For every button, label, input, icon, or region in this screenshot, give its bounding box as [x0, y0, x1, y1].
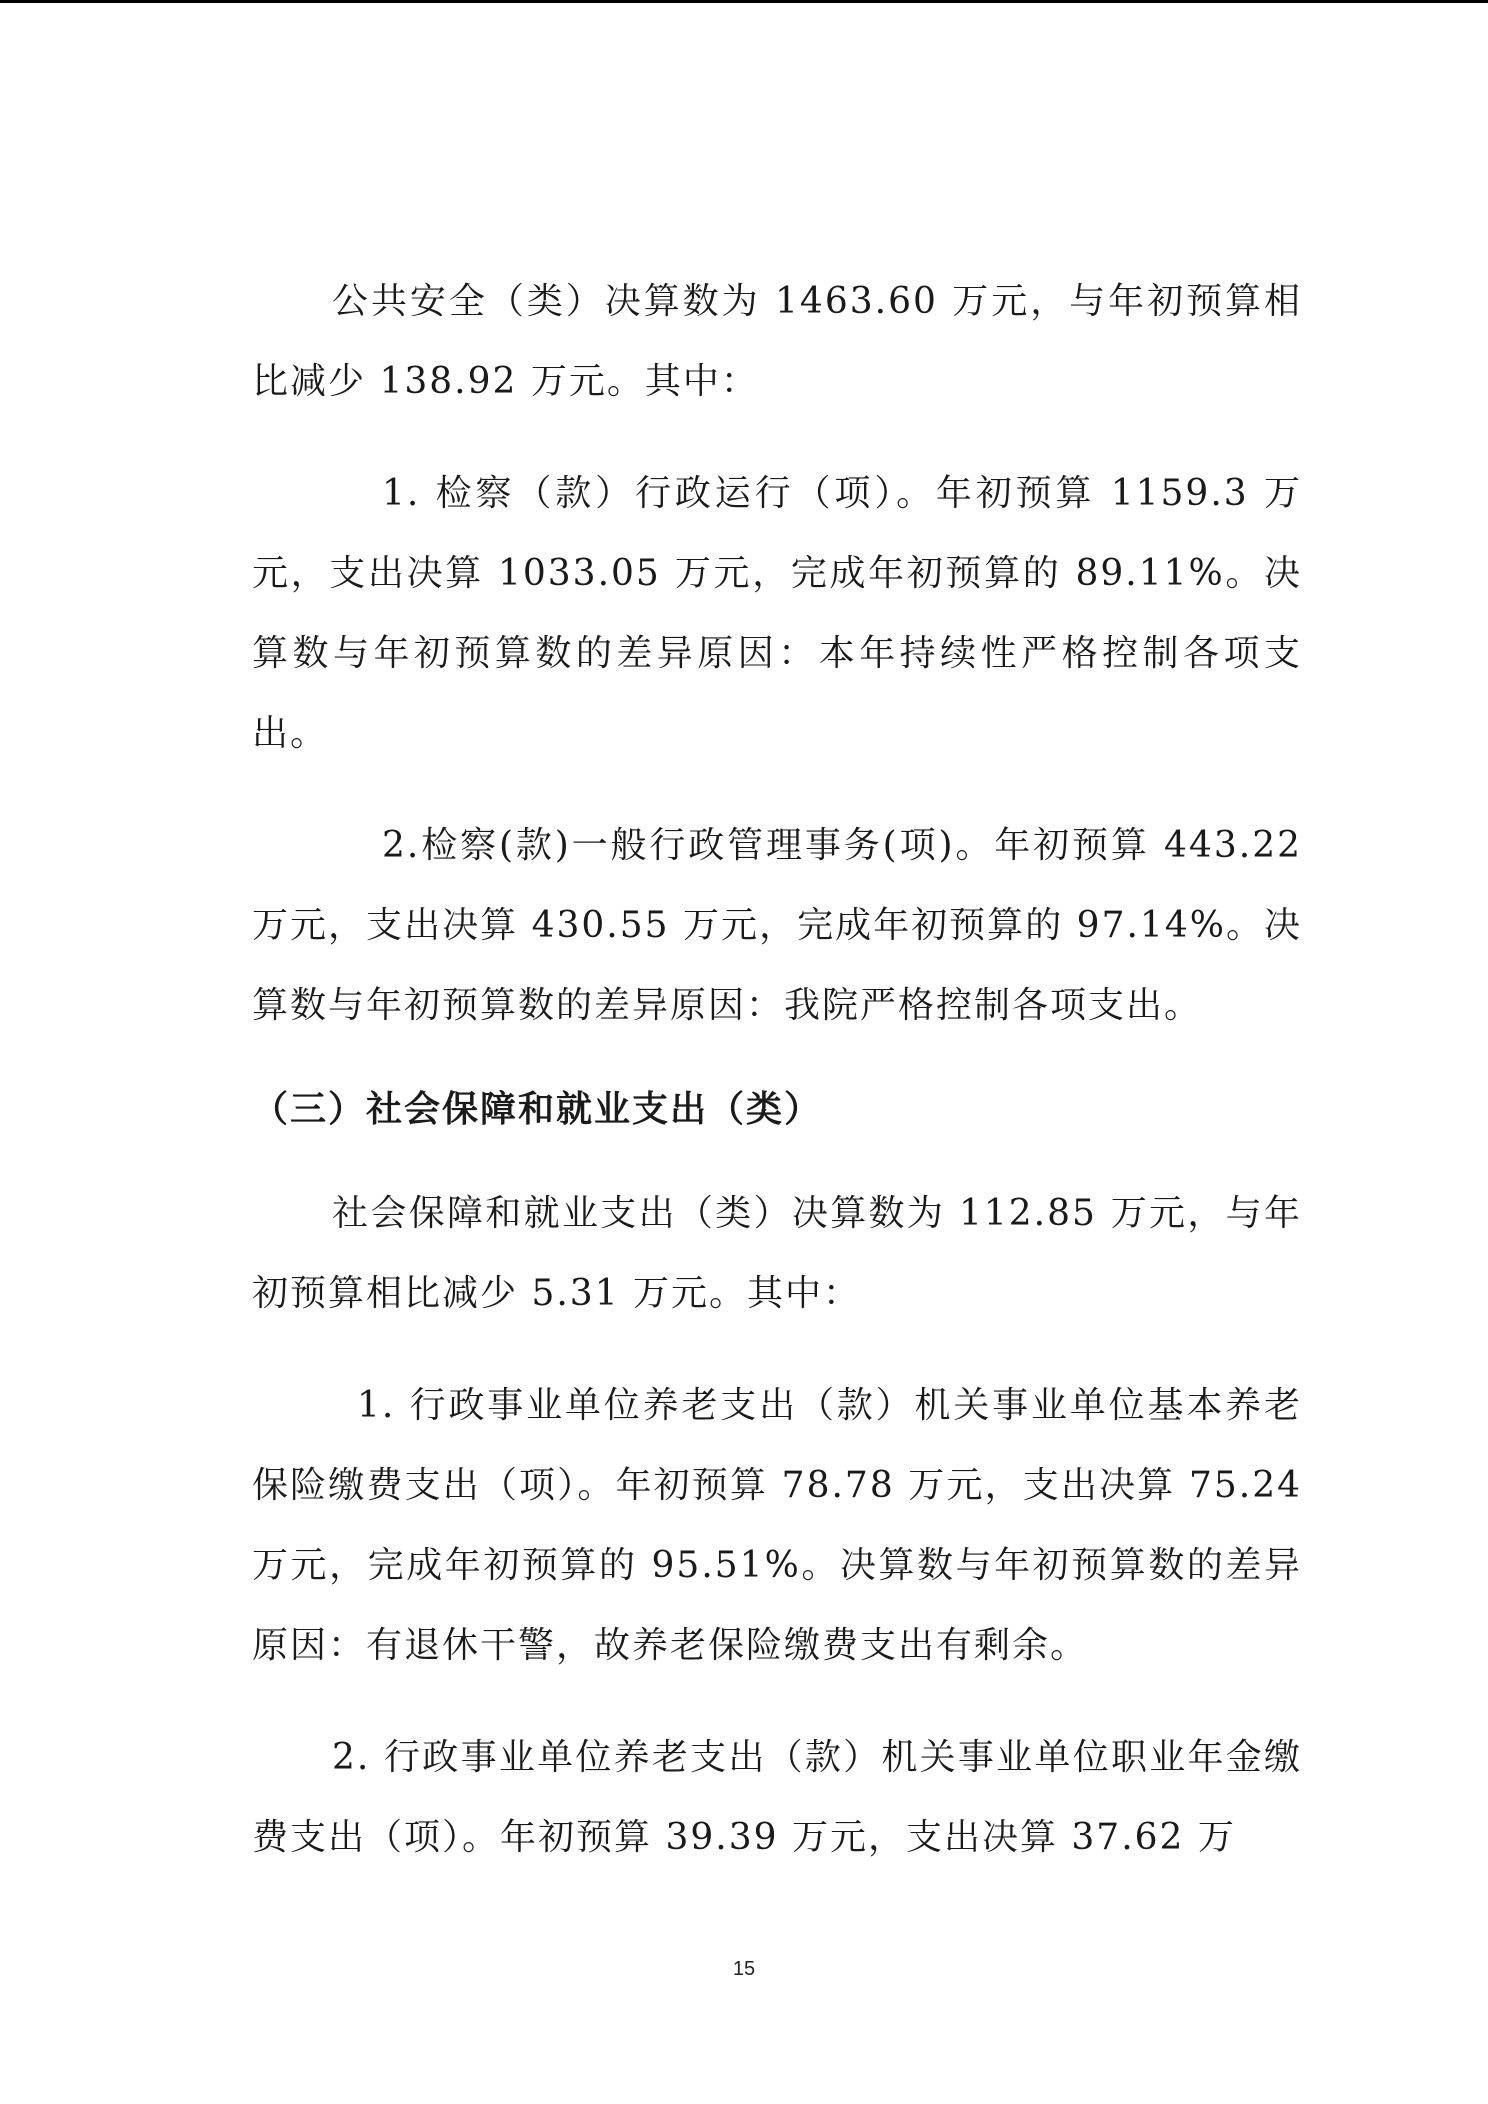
top-border-line — [0, 0, 1488, 3]
paragraph-social-security-summary: 社会保障和就业支出（类）决算数为 112.85 万元，与年初预算相比减少 5.31 万元。其中： — [252, 1193, 1302, 1314]
paragraph-occupational-annuity: 2. 行政事业单位养老支出（款）机关事业单位职业年金缴费支出（项）。年初预算 39.39 万元，支出决算 37.62 万 — [252, 1737, 1302, 1858]
paragraph-public-safety-summary: 公共安全（类）决算数为 1463.60 万元，与年初预算相比减少 138.92 万元。其中： — [252, 281, 1302, 402]
document-body — [252, 262, 1302, 1878]
paragraph-procuratorate-operation: 1. 检察（款）行政运行（项）。年初预算 1159.3 万元，支出决算 1033.05 万元，完成年初预算的 89.11%。决算数与年初预算数的差异原因：本年持续性严格控制各项支出。 — [252, 473, 1302, 754]
paragraph-basic-pension-insurance: 1. 行政事业单位养老支出（款）机关事业单位基本养老保险缴费支出（项）。年初预算 78.78 万元，支出决算 75.24 万元，完成年初预算的 95.51%。决算数与年初预算数的差异原因：有退休干警，故养老保险缴费支出有剩余。 — [252, 1385, 1302, 1666]
section-heading-social-security: （三）社会保障和就业支出（类） — [252, 1089, 823, 1130]
page-number: 15 — [732, 1958, 756, 1980]
paragraph-procuratorate-general-affairs: 2.检察(款)一般行政管理事务(项)。年初预算 443.22 万元，支出决算 430.55 万元，完成年初预算的 97.14%。决算数与年初预算数的差异原因：我院严格控制各项支出。 — [252, 825, 1302, 1026]
